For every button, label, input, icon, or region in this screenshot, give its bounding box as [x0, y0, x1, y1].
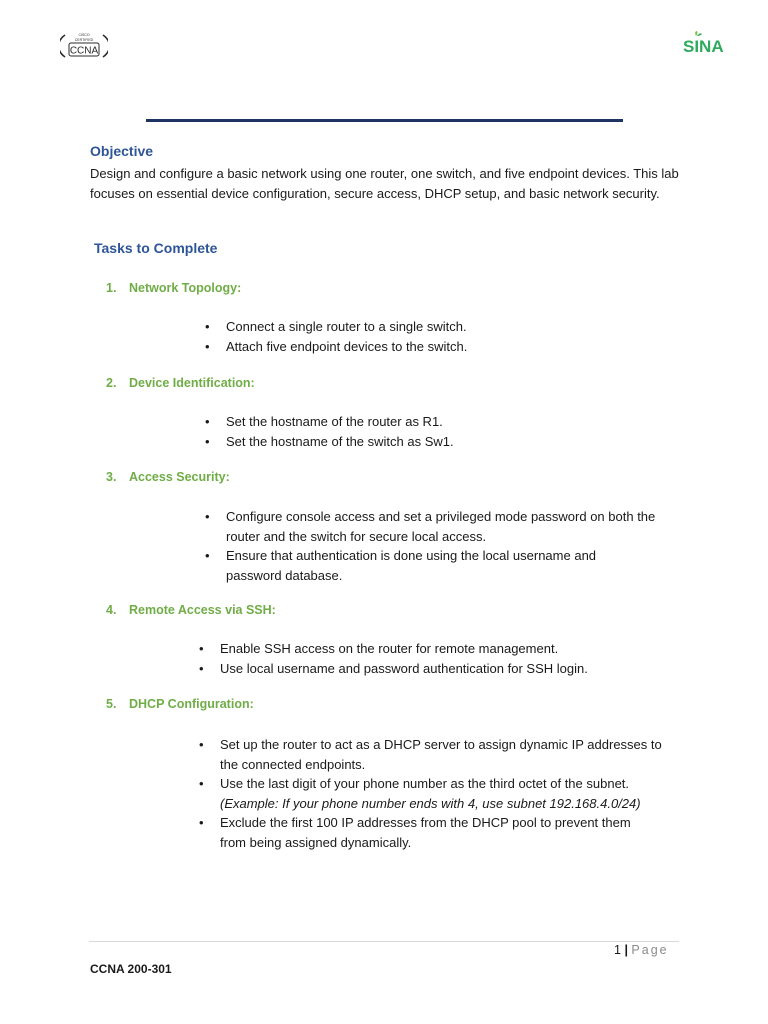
list-item: • Connect a single router to a single switch.: [202, 317, 662, 337]
course-code: CCNA 200-301: [90, 962, 172, 976]
list-item: • Set the hostname of the router as R1.: [202, 412, 662, 432]
list-item: • Use the last digit of your phone number as the third octet of the subnet. (Example: If your phone number ends with 4, use subnet 192.168.4.0/24): [196, 774, 672, 813]
ccna-logo-mid-text: CERTIFIED: [74, 38, 94, 42]
page-number-value: 1: [614, 943, 621, 957]
task-bullet-list: [202, 317, 662, 356]
task-heading-network-topology: [106, 281, 241, 295]
page-label: Page: [631, 943, 669, 957]
sina-logo-text: SINA: [683, 37, 724, 56]
task-bullet-list: [196, 639, 666, 678]
task-heading-access-security: [106, 470, 230, 484]
ccna-logo-main-text: CCNA: [69, 45, 99, 57]
list-item: • Set the hostname of the switch as Sw1.: [202, 432, 662, 452]
page-number: [614, 943, 669, 957]
task-title: Remote Access via SSH:: [129, 603, 276, 617]
task-bullet-list: [196, 735, 672, 852]
task-title: Device Identification:: [129, 376, 255, 390]
task-number: 2.: [106, 376, 117, 390]
list-item: • Exclude the first 100 IP addresses from the DHCP pool to prevent them from being assigned dynamically.: [196, 813, 672, 852]
list-item: • Ensure that authentication is done using the local username and password database.: [202, 546, 678, 585]
list-item: • Enable SSH access on the router for remote management.: [196, 639, 666, 659]
tasks-heading: Tasks to Complete: [94, 240, 218, 256]
objective-text: Design and configure a basic network using one router, one switch, and five endpoint devices. This lab focuses on essential device configuration, secure access, DHCP setup, and basic network security.: [90, 166, 679, 201]
task-heading-device-identification: [106, 376, 255, 390]
task-title: Network Topology:: [129, 281, 242, 295]
header-divider: [146, 119, 623, 122]
page-number-separator: |: [624, 943, 628, 957]
ccna-certified-badge-icon: [60, 29, 108, 63]
list-item: • Attach five endpoint devices to the switch.: [202, 337, 662, 357]
task-title: DHCP Configuration:: [129, 697, 254, 711]
task-number: 3.: [106, 470, 117, 484]
task-heading-remote-access-ssh: [106, 603, 276, 617]
list-item: • Set up the router to act as a DHCP server to assign dynamic IP addresses to the connected endpoints.: [196, 735, 672, 774]
task-bullet-list: [202, 507, 678, 585]
footer-divider: [89, 941, 679, 942]
sina-logo-icon: [683, 30, 729, 56]
task-bullet-list: [202, 412, 662, 451]
task-number: 1.: [106, 281, 117, 295]
task-number: 5.: [106, 697, 117, 711]
list-item: • Use local username and password authentication for SSH login.: [196, 659, 666, 679]
task-heading-dhcp-configuration: [106, 697, 254, 711]
task-title: Access Security:: [129, 470, 230, 484]
list-item: • Configure console access and set a privileged mode password on both the router and the switch for secure local access.: [202, 507, 678, 546]
objective-heading: Objective: [90, 143, 154, 159]
ccna-logo-top-text: CISCO: [78, 33, 90, 37]
example-note: (Example: If your phone number ends with 4, use subnet 192.168.4.0/24): [220, 795, 641, 811]
task-number: 4.: [106, 603, 117, 617]
